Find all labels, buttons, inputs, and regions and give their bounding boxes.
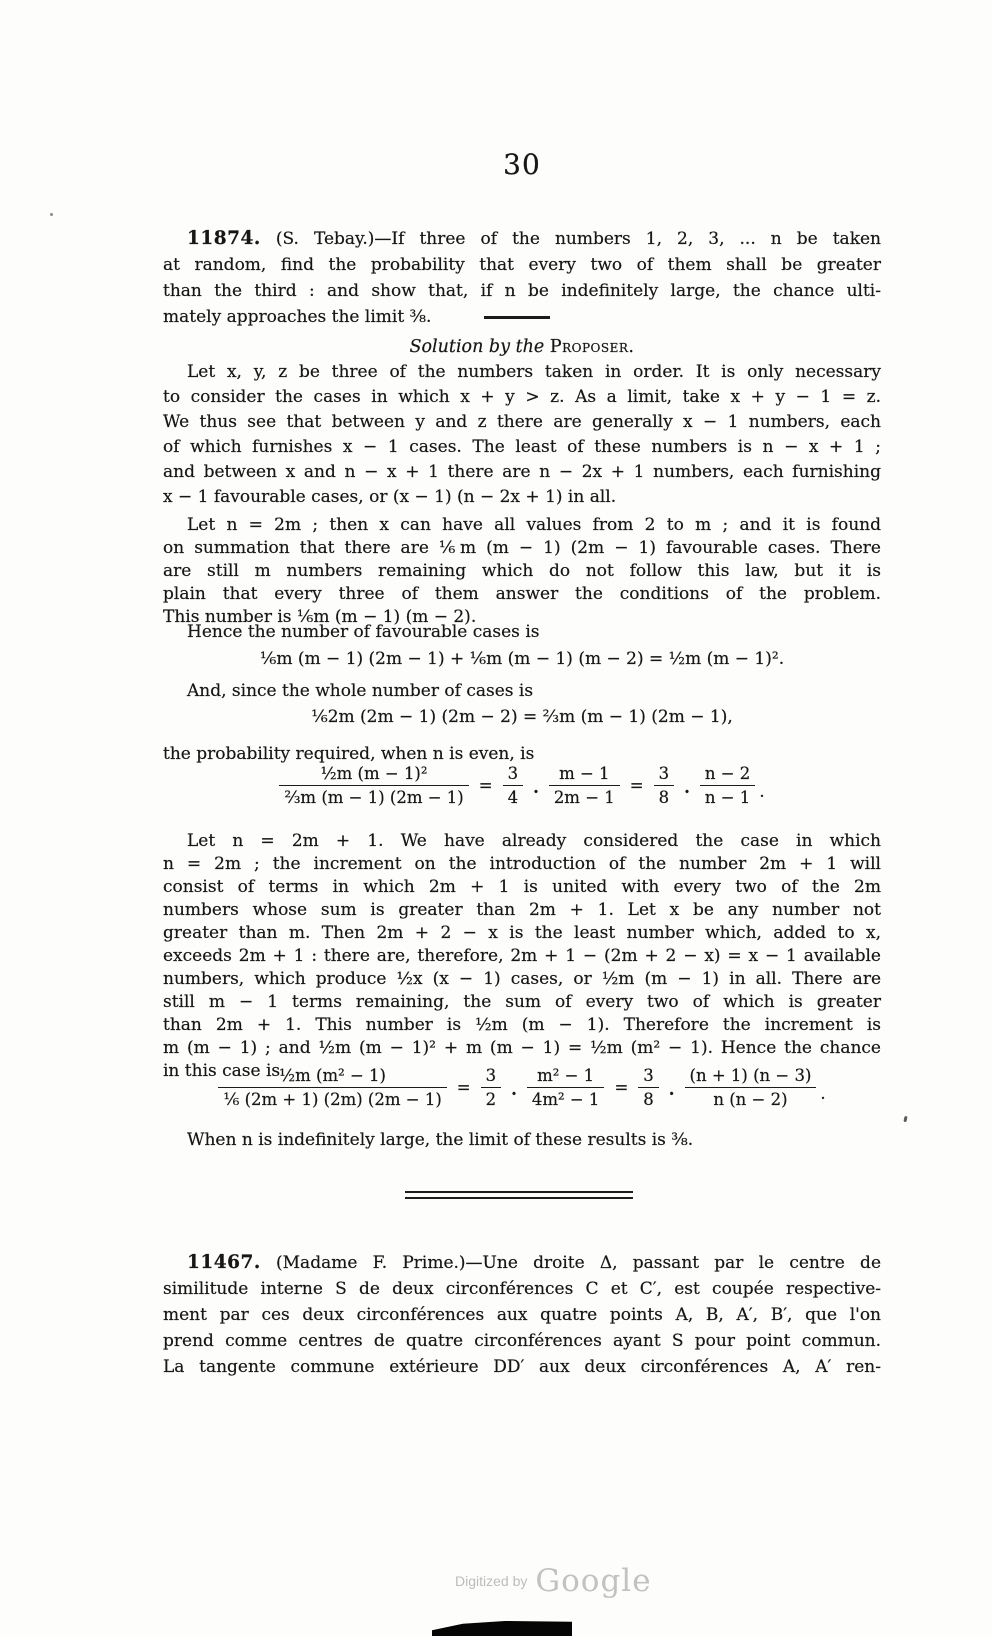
text-line: prend comme centres de quatre circonférences ayant S pour point commun. [163, 1331, 881, 1351]
page-number: 30 [503, 148, 541, 181]
solution-paragraph-2 [163, 514, 881, 629]
text-line: on summation that there are ⅙m (m − 1) (2m − 1) favourable cases. There [163, 538, 881, 558]
text-line: x − 1 favourable cases, or (x − 1) (n − 2x + 1) in all. [163, 487, 617, 507]
fraction [481, 1066, 502, 1109]
fraction-numerator: n − 2 [704, 764, 751, 783]
fraction [549, 764, 620, 807]
fraction-numerator: ½m (m² − 1) [279, 1066, 386, 1085]
multiplication-dot: . [684, 778, 690, 797]
multiplication-dot: . [511, 1080, 517, 1099]
double-rule-divider [405, 1191, 633, 1199]
text-line: exceeds 2m + 1 : there are, therefore, 2m + 1 − (2m + 2 − x) = x − 1 available [163, 946, 881, 966]
equation-whole-cases: ⅙2m (2m − 1) (2m − 2) = ⅔m (m − 1) (2m − 1), [311, 707, 733, 727]
fraction-numerator: 3 [507, 764, 519, 783]
scan-speck [903, 1116, 907, 1122]
fraction-numerator: 3 [658, 764, 670, 783]
text-line: in this case is [163, 1061, 281, 1081]
fraction-numerator: ½m (m − 1)² [320, 764, 428, 783]
limit-conclusion-text: When n is indefinitely large, the limit of these results is ⅜. [187, 1130, 694, 1150]
problem-intro-text: (S. Tebay.)—If three of the numbers 1, 2, 3, ... n be taken [275, 229, 881, 249]
text-line: n = 2m ; the increment on the introduction of the number 2m + 1 will [163, 854, 881, 874]
text-line: Let n = 2m + 1. We have already considered the case in which [187, 831, 881, 851]
and-since-text: And, since the whole number of cases is [187, 681, 534, 701]
multiplication-dot: . [668, 1080, 675, 1099]
equals-sign: = [614, 1078, 629, 1097]
hence-text: Hence the number of favourable cases is [187, 622, 540, 642]
text-line: numbers whose sum is greater than 2m + 1. Let x be any number not [163, 900, 881, 920]
fraction-numerator: m² − 1 [537, 1066, 595, 1085]
text-line: still m − 1 terms remaining, the sum of every two of which is greater [163, 992, 881, 1012]
text-line: are still m numbers remaining which do not follow this law, but it is [163, 561, 881, 581]
solution-heading-prefix: Solution by the [409, 337, 545, 357]
problem-first-line [163, 226, 881, 252]
fraction-denominator: ⅔m (m − 1) (2m − 1) [279, 785, 468, 807]
problem-number: 11874. [187, 228, 261, 249]
solution-heading [163, 337, 881, 357]
equation-probability-even [163, 764, 881, 807]
text-line: Let n = 2m ; then x can have all values from 2 to m ; and it is found [187, 515, 881, 535]
equation-period: . [759, 782, 765, 801]
google-logo: Google [535, 1563, 652, 1599]
section-rule [484, 316, 550, 319]
fraction [279, 764, 468, 807]
problem-11467-statement [163, 1250, 881, 1380]
text-line: to consider the cases in which x + y > z. As a limit, take x + y − 1 = z. [163, 387, 881, 407]
equation-favourable-cases: ⅙m (m − 1) (2m − 1) + ⅙m (m − 1) (m − 2) = ½m (m − 1)². [259, 649, 785, 669]
multiplication-dot: . [533, 778, 539, 797]
text-line: plain that every three of them answer the conditions of the problem. [163, 584, 881, 604]
text-line: ment par ces deux circonférences aux quatre points A, B, A′, B′, que l'on [163, 1305, 881, 1325]
text-line: than 2m + 1. This number is ½m (m − 1). Therefore the increment is [163, 1015, 881, 1035]
scan-speck [50, 213, 53, 216]
probability-required-text: the probability required, when n is even, is [163, 744, 535, 764]
equals-sign: = [456, 1078, 471, 1097]
fraction [527, 1066, 605, 1109]
text-line: La tangente commune extérieure DD′ aux deux circonférences A, A′ ren- [163, 1357, 881, 1377]
text-line: mately approaches the limit ⅜. [163, 307, 432, 327]
fraction-denominator: 8 [654, 785, 675, 807]
fraction-numerator: 3 [485, 1066, 497, 1085]
fraction-numerator: 3 [643, 1066, 654, 1085]
text-line: than the third : and show that, if n be indefinitely large, the chance ulti- [163, 281, 881, 301]
fraction-numerator: m − 1 [559, 764, 610, 783]
fraction-numerator: (n + 1) (n − 3) [689, 1066, 812, 1085]
text-line: at random, find the probability that every two of them shall be greater [163, 255, 881, 275]
solution-heading-author: Proposer. [549, 337, 635, 357]
equation-period: . [820, 1084, 826, 1103]
text-line: We thus see that between y and z there are generally x − 1 numbers, each [163, 412, 881, 432]
problem-number: 11467. [187, 1252, 261, 1273]
equals-sign: = [478, 776, 493, 795]
text-line: greater than m. Then 2m + 2 − x is the least number which, added to x, [163, 923, 881, 943]
fraction-denominator: n (n − 2) [685, 1087, 817, 1109]
problem-first-line [163, 1250, 881, 1276]
fraction-denominator: ⅙ (2m + 1) (2m) (2m − 1) [218, 1087, 446, 1109]
scan-artifact-bar [432, 1621, 572, 1636]
fraction [700, 764, 755, 807]
fraction-denominator: 2m − 1 [549, 785, 620, 807]
watermark-prefix: Digitized by [455, 1573, 528, 1589]
fraction-denominator: 4 [503, 785, 524, 807]
fraction-denominator: n − 1 [700, 785, 755, 807]
solution-paragraph-3 [163, 830, 881, 1083]
fraction-denominator: 4m² − 1 [527, 1087, 605, 1109]
fraction [503, 764, 524, 807]
text-line: m (m − 1) ; and ½m (m − 1)² + m (m − 1) = ½m (m² − 1). Hence the chance [163, 1038, 881, 1058]
text-line: of which furnishes x − 1 cases. The least of these numbers is n − x + 1 ; [163, 437, 881, 457]
problem-11874-statement [163, 226, 881, 330]
text-line: Let x, y, z be three of the numbers taken in order. It is only necessary [187, 362, 881, 382]
text-line: similitude interne S de deux circonférences C et C′, est coupée respective- [163, 1279, 881, 1299]
fraction-denominator: 8 [638, 1087, 659, 1109]
fraction-denominator: 2 [481, 1087, 502, 1109]
text-line: and between x and n − x + 1 there are n − 2x + 1 numbers, each furnishing [163, 462, 881, 482]
equals-sign: = [629, 776, 644, 795]
text-line: numbers, which produce ½x (x − 1) cases, or ½m (m − 1) in all. There are [163, 969, 881, 989]
text-line: consist of terms in which 2m + 1 is united with every two of the 2m [163, 877, 881, 897]
fraction [638, 1066, 659, 1109]
fraction [654, 764, 675, 807]
equation-chance-odd [163, 1066, 881, 1109]
problem-intro-text: (Madame F. Prime.)—Une droite Δ, passant par le centre de [276, 1253, 881, 1273]
text-line: This number is ⅙m (m − 1) (m − 2). [163, 607, 477, 627]
digitized-by-google-watermark [455, 1563, 652, 1599]
fraction [218, 1066, 446, 1109]
solution-paragraph-1 [163, 360, 881, 510]
fraction [685, 1066, 817, 1109]
